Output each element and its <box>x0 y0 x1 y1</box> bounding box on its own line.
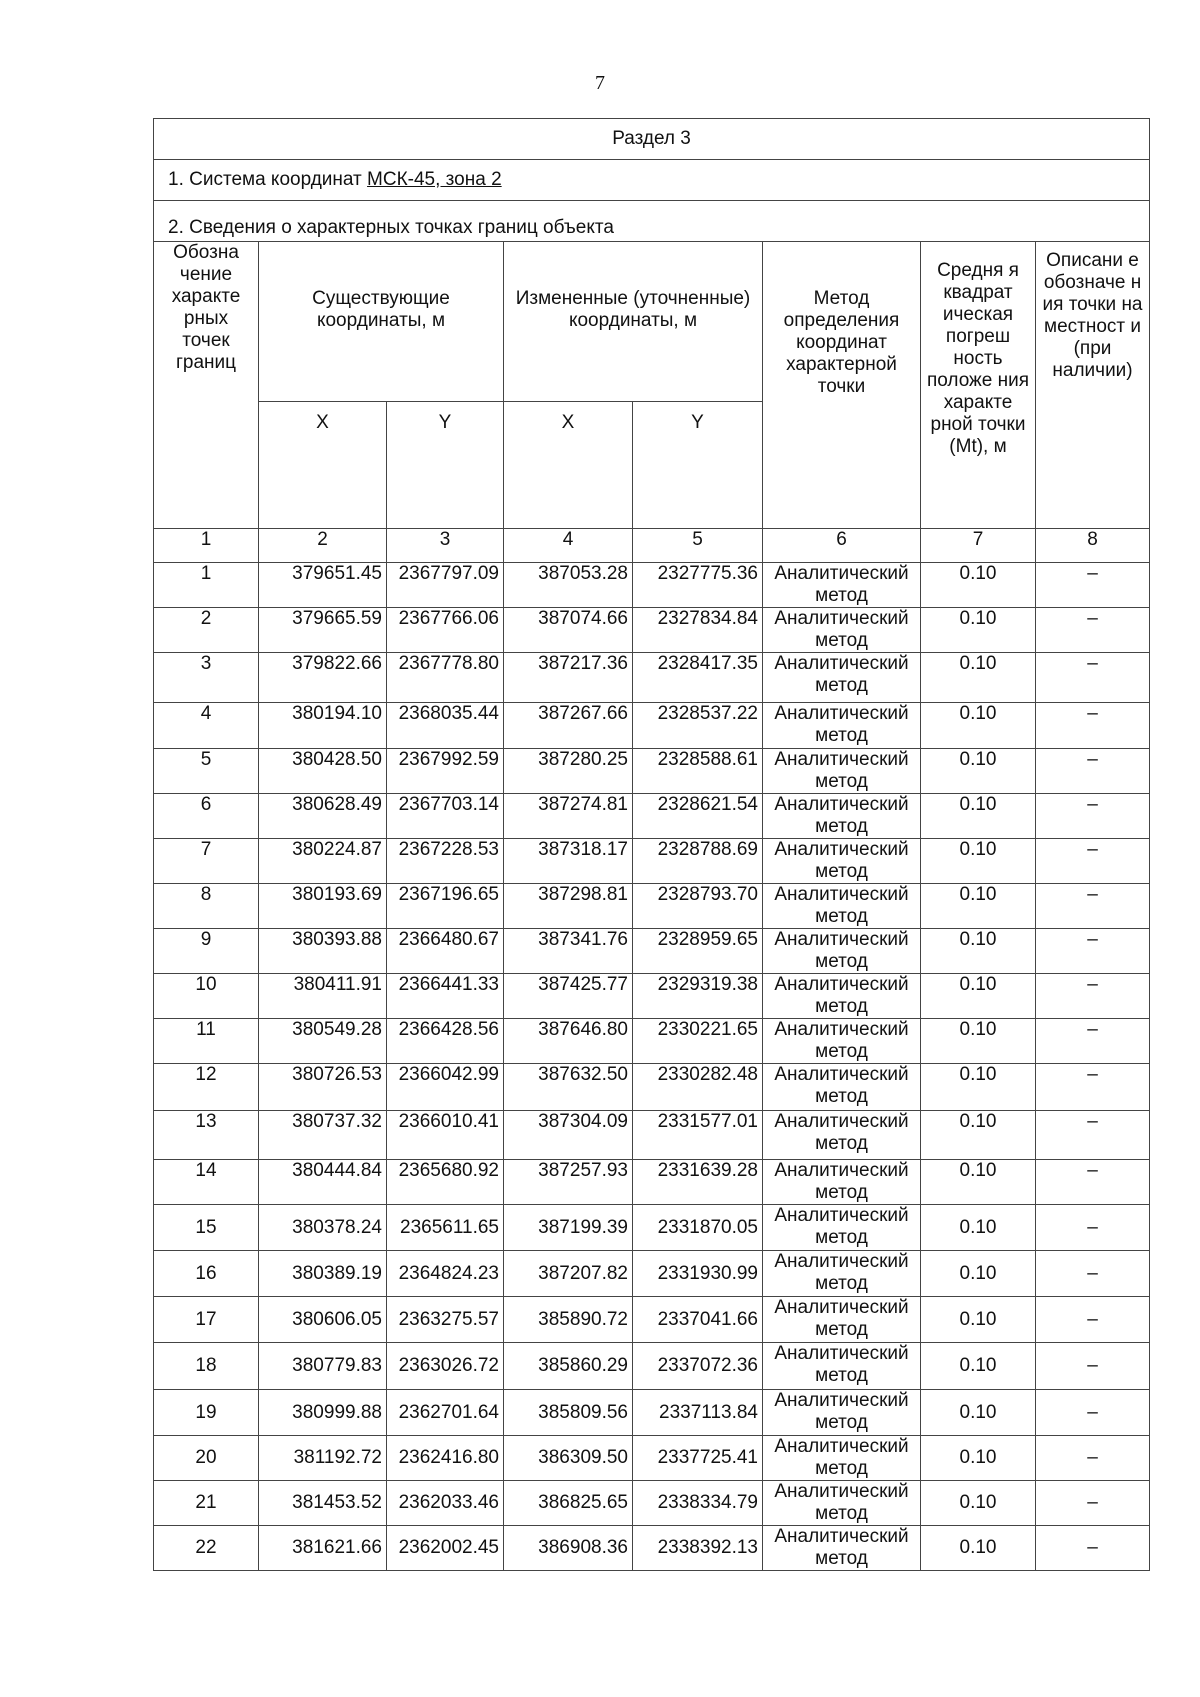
header-point: Обозна чение характе рных точек границ <box>154 242 259 529</box>
cell-accuracy: 0.10 <box>921 1390 1036 1436</box>
cell-changed-y: 2328621.54 <box>633 794 763 839</box>
cell-existing-x: 379665.59 <box>259 608 387 653</box>
cell-changed-y: 2329319.38 <box>633 974 763 1019</box>
cell-changed-x: 387274.81 <box>504 794 633 839</box>
header-existing-y: Y <box>387 402 504 529</box>
cell-point-number: 18 <box>154 1343 259 1390</box>
cell-description: – <box>1036 1064 1150 1111</box>
cell-changed-y: 2337113.84 <box>633 1390 763 1436</box>
cell-accuracy: 0.10 <box>921 1343 1036 1390</box>
table-row <box>154 884 1150 929</box>
cell-description: – <box>1036 839 1150 884</box>
cell-changed-y: 2331930.99 <box>633 1251 763 1297</box>
cell-accuracy: 0.10 <box>921 608 1036 653</box>
cell-changed-y: 2327775.36 <box>633 563 763 608</box>
cell-description: – <box>1036 794 1150 839</box>
header-method: Метод определения координат характерной точки <box>763 242 921 529</box>
cell-existing-x: 380393.88 <box>259 929 387 974</box>
table-row <box>154 703 1150 749</box>
cell-existing-y: 2362033.46 <box>387 1481 504 1526</box>
cell-accuracy: 0.10 <box>921 1251 1036 1297</box>
cell-changed-y: 2338392.13 <box>633 1526 763 1571</box>
cell-changed-x: 387341.76 <box>504 929 633 974</box>
cell-method: Аналитический метод <box>763 1251 921 1297</box>
cell-description: – <box>1036 1251 1150 1297</box>
cell-existing-y: 2367778.80 <box>387 653 504 703</box>
cell-method: Аналитический метод <box>763 794 921 839</box>
cell-changed-x: 387074.66 <box>504 608 633 653</box>
cell-changed-x: 385809.56 <box>504 1390 633 1436</box>
cell-existing-y: 2365680.92 <box>387 1160 504 1205</box>
cell-existing-x: 380628.49 <box>259 794 387 839</box>
cell-accuracy: 0.10 <box>921 1111 1036 1160</box>
column-number: 1 <box>154 529 259 563</box>
cell-accuracy: 0.10 <box>921 1481 1036 1526</box>
cell-existing-y: 2367228.53 <box>387 839 504 884</box>
cell-changed-y: 2328588.61 <box>633 749 763 794</box>
column-number: 5 <box>633 529 763 563</box>
cell-changed-x: 387267.66 <box>504 703 633 749</box>
cell-existing-y: 2366042.99 <box>387 1064 504 1111</box>
table-row <box>154 1297 1150 1343</box>
cell-changed-x: 387199.39 <box>504 1205 633 1251</box>
cell-method: Аналитический метод <box>763 1064 921 1111</box>
cell-existing-x: 380193.69 <box>259 884 387 929</box>
table-row <box>154 1481 1150 1526</box>
cell-changed-x: 387217.36 <box>504 653 633 703</box>
cell-existing-y: 2362002.45 <box>387 1526 504 1571</box>
cell-existing-y: 2364824.23 <box>387 1251 504 1297</box>
coordinate-system-label: 1. Система координат <box>168 169 368 190</box>
cell-accuracy: 0.10 <box>921 839 1036 884</box>
cell-changed-x: 387425.77 <box>504 974 633 1019</box>
cell-changed-x: 387207.82 <box>504 1251 633 1297</box>
cell-accuracy: 0.10 <box>921 563 1036 608</box>
cell-point-number: 21 <box>154 1481 259 1526</box>
cell-changed-y: 2338334.79 <box>633 1481 763 1526</box>
cell-point-number: 8 <box>154 884 259 929</box>
cell-method: Аналитический метод <box>763 653 921 703</box>
table-row <box>154 653 1150 703</box>
cell-description: – <box>1036 1297 1150 1343</box>
cell-method: Аналитический метод <box>763 1343 921 1390</box>
column-number: 7 <box>921 529 1036 563</box>
cell-method: Аналитический метод <box>763 1297 921 1343</box>
cell-method: Аналитический метод <box>763 1160 921 1205</box>
cell-existing-x: 379822.66 <box>259 653 387 703</box>
header-accuracy: Средня я квадрат ическая погреш ность положе ния характе рной точки (Mt), м <box>921 242 1036 529</box>
cell-existing-x: 381453.52 <box>259 1481 387 1526</box>
cell-existing-x: 380726.53 <box>259 1064 387 1111</box>
header-changed-coords: Измененные (уточненные) координаты, м <box>504 242 763 402</box>
cell-existing-y: 2367703.14 <box>387 794 504 839</box>
cell-description: – <box>1036 1160 1150 1205</box>
cell-existing-y: 2367196.65 <box>387 884 504 929</box>
column-number: 4 <box>504 529 633 563</box>
header-changed-y: Y <box>633 402 763 529</box>
cell-point-number: 19 <box>154 1390 259 1436</box>
cell-accuracy: 0.10 <box>921 1205 1036 1251</box>
cell-description: – <box>1036 703 1150 749</box>
cell-point-number: 22 <box>154 1526 259 1571</box>
cell-existing-x: 380606.05 <box>259 1297 387 1343</box>
cell-method: Аналитический метод <box>763 1205 921 1251</box>
cell-existing-y: 2363026.72 <box>387 1343 504 1390</box>
cell-point-number: 7 <box>154 839 259 884</box>
table-row <box>154 839 1150 884</box>
cell-point-number: 10 <box>154 974 259 1019</box>
cell-changed-x: 387304.09 <box>504 1111 633 1160</box>
cell-method: Аналитический метод <box>763 749 921 794</box>
cell-method: Аналитический метод <box>763 929 921 974</box>
cell-existing-y: 2368035.44 <box>387 703 504 749</box>
cell-changed-y: 2328788.69 <box>633 839 763 884</box>
table-row <box>154 1160 1150 1205</box>
cell-existing-y: 2366428.56 <box>387 1019 504 1064</box>
coordinate-system-value: МСК-45, зона 2 <box>367 169 502 190</box>
cell-accuracy: 0.10 <box>921 1160 1036 1205</box>
cell-changed-y: 2331639.28 <box>633 1160 763 1205</box>
cell-point-number: 17 <box>154 1297 259 1343</box>
table-row <box>154 563 1150 608</box>
cell-method: Аналитический метод <box>763 1526 921 1571</box>
cell-point-number: 3 <box>154 653 259 703</box>
cell-description: – <box>1036 563 1150 608</box>
cell-accuracy: 0.10 <box>921 749 1036 794</box>
cell-changed-x: 387646.80 <box>504 1019 633 1064</box>
cell-accuracy: 0.10 <box>921 1019 1036 1064</box>
cell-existing-x: 380378.24 <box>259 1205 387 1251</box>
cell-point-number: 12 <box>154 1064 259 1111</box>
table-row <box>154 1111 1150 1160</box>
cell-point-number: 2 <box>154 608 259 653</box>
cell-changed-y: 2330221.65 <box>633 1019 763 1064</box>
cell-changed-y: 2328959.65 <box>633 929 763 974</box>
cell-existing-x: 380194.10 <box>259 703 387 749</box>
cell-description: – <box>1036 749 1150 794</box>
cell-accuracy: 0.10 <box>921 884 1036 929</box>
cell-existing-x: 380224.87 <box>259 839 387 884</box>
section-title: Раздел 3 <box>154 119 1150 160</box>
cell-method: Аналитический метод <box>763 608 921 653</box>
table-row <box>154 1343 1150 1390</box>
table-row <box>154 929 1150 974</box>
cell-changed-x: 386908.36 <box>504 1526 633 1571</box>
cell-description: – <box>1036 1390 1150 1436</box>
cell-changed-x: 386309.50 <box>504 1436 633 1481</box>
cell-point-number: 15 <box>154 1205 259 1251</box>
cell-changed-x: 387053.28 <box>504 563 633 608</box>
cell-existing-y: 2366441.33 <box>387 974 504 1019</box>
cell-description: – <box>1036 608 1150 653</box>
cell-method: Аналитический метод <box>763 1019 921 1064</box>
table-row <box>154 794 1150 839</box>
cell-description: – <box>1036 1111 1150 1160</box>
cell-changed-y: 2330282.48 <box>633 1064 763 1111</box>
cell-existing-y: 2367766.06 <box>387 608 504 653</box>
cell-point-number: 20 <box>154 1436 259 1481</box>
cell-existing-x: 380549.28 <box>259 1019 387 1064</box>
column-number: 8 <box>1036 529 1150 563</box>
cell-point-number: 16 <box>154 1251 259 1297</box>
table-row <box>154 974 1150 1019</box>
cell-existing-x: 380411.91 <box>259 974 387 1019</box>
cell-changed-y: 2337072.36 <box>633 1343 763 1390</box>
table-row <box>154 1064 1150 1111</box>
cell-description: – <box>1036 1436 1150 1481</box>
table-row <box>154 1390 1150 1436</box>
column-numbers-row <box>154 529 1150 563</box>
cell-changed-y: 2337041.66 <box>633 1297 763 1343</box>
cell-existing-y: 2367992.59 <box>387 749 504 794</box>
cell-existing-y: 2366010.41 <box>387 1111 504 1160</box>
table-row <box>154 749 1150 794</box>
cell-accuracy: 0.10 <box>921 794 1036 839</box>
cell-accuracy: 0.10 <box>921 1526 1036 1571</box>
cell-method: Аналитический метод <box>763 1111 921 1160</box>
cell-existing-x: 379651.45 <box>259 563 387 608</box>
cell-point-number: 11 <box>154 1019 259 1064</box>
cell-accuracy: 0.10 <box>921 974 1036 1019</box>
cell-existing-x: 380737.32 <box>259 1111 387 1160</box>
cell-point-number: 14 <box>154 1160 259 1205</box>
cell-point-number: 6 <box>154 794 259 839</box>
cell-method: Аналитический метод <box>763 974 921 1019</box>
cell-accuracy: 0.10 <box>921 653 1036 703</box>
cell-existing-x: 380428.50 <box>259 749 387 794</box>
table-row <box>154 1436 1150 1481</box>
cell-point-number: 4 <box>154 703 259 749</box>
cell-method: Аналитический метод <box>763 563 921 608</box>
header-existing-coords: Существующие координаты, м <box>259 242 504 402</box>
table-row <box>154 1205 1150 1251</box>
cell-changed-y: 2337725.41 <box>633 1436 763 1481</box>
cell-accuracy: 0.10 <box>921 1064 1036 1111</box>
table-row <box>154 1019 1150 1064</box>
cell-changed-y: 2328417.35 <box>633 653 763 703</box>
cell-description: – <box>1036 1343 1150 1390</box>
cell-description: – <box>1036 1481 1150 1526</box>
column-number: 2 <box>259 529 387 563</box>
cell-existing-x: 380779.83 <box>259 1343 387 1390</box>
header-description: Описани е обозначе н ия точки на местност и (при наличии) <box>1036 242 1150 529</box>
cell-changed-x: 386825.65 <box>504 1481 633 1526</box>
cell-description: – <box>1036 1205 1150 1251</box>
info-title: 2. Сведения о характерных точках границ объекта <box>154 201 1150 242</box>
cell-existing-x: 380999.88 <box>259 1390 387 1436</box>
table-row <box>154 1526 1150 1571</box>
page-number: 7 <box>595 72 605 94</box>
cell-existing-y: 2365611.65 <box>387 1205 504 1251</box>
cell-changed-x: 385890.72 <box>504 1297 633 1343</box>
cell-description: – <box>1036 653 1150 703</box>
cell-existing-y: 2367797.09 <box>387 563 504 608</box>
cell-accuracy: 0.10 <box>921 703 1036 749</box>
cell-existing-x: 380444.84 <box>259 1160 387 1205</box>
header-existing-x: X <box>259 402 387 529</box>
cell-point-number: 13 <box>154 1111 259 1160</box>
column-number: 3 <box>387 529 504 563</box>
cell-description: – <box>1036 929 1150 974</box>
column-number: 6 <box>763 529 921 563</box>
cell-changed-x: 387298.81 <box>504 884 633 929</box>
cell-existing-x: 380389.19 <box>259 1251 387 1297</box>
cell-method: Аналитический метод <box>763 839 921 884</box>
cell-changed-y: 2328793.70 <box>633 884 763 929</box>
cell-point-number: 1 <box>154 563 259 608</box>
cell-accuracy: 0.10 <box>921 1297 1036 1343</box>
cell-changed-x: 387280.25 <box>504 749 633 794</box>
cell-existing-y: 2362701.64 <box>387 1390 504 1436</box>
coordinate-system <box>154 160 1150 201</box>
cell-changed-x: 387632.50 <box>504 1064 633 1111</box>
cell-existing-y: 2362416.80 <box>387 1436 504 1481</box>
cell-method: Аналитический метод <box>763 703 921 749</box>
header-changed-x: X <box>504 402 633 529</box>
cell-description: – <box>1036 884 1150 929</box>
cell-accuracy: 0.10 <box>921 1436 1036 1481</box>
cell-changed-y: 2328537.22 <box>633 703 763 749</box>
cell-method: Аналитический метод <box>763 884 921 929</box>
cell-method: Аналитический метод <box>763 1481 921 1526</box>
cell-description: – <box>1036 1526 1150 1571</box>
cell-changed-x: 385860.29 <box>504 1343 633 1390</box>
cell-point-number: 9 <box>154 929 259 974</box>
cell-method: Аналитический метод <box>763 1436 921 1481</box>
cell-changed-x: 387257.93 <box>504 1160 633 1205</box>
boundary-points-table <box>153 118 1150 1571</box>
cell-changed-y: 2331577.01 <box>633 1111 763 1160</box>
cell-changed-y: 2327834.84 <box>633 608 763 653</box>
cell-changed-y: 2331870.05 <box>633 1205 763 1251</box>
cell-method: Аналитический метод <box>763 1390 921 1436</box>
cell-existing-y: 2366480.67 <box>387 929 504 974</box>
cell-existing-x: 381621.66 <box>259 1526 387 1571</box>
cell-description: – <box>1036 1019 1150 1064</box>
cell-point-number: 5 <box>154 749 259 794</box>
cell-description: – <box>1036 974 1150 1019</box>
cell-existing-x: 381192.72 <box>259 1436 387 1481</box>
table-row <box>154 608 1150 653</box>
table-row <box>154 1251 1150 1297</box>
cell-existing-y: 2363275.57 <box>387 1297 504 1343</box>
cell-changed-x: 387318.17 <box>504 839 633 884</box>
cell-accuracy: 0.10 <box>921 929 1036 974</box>
